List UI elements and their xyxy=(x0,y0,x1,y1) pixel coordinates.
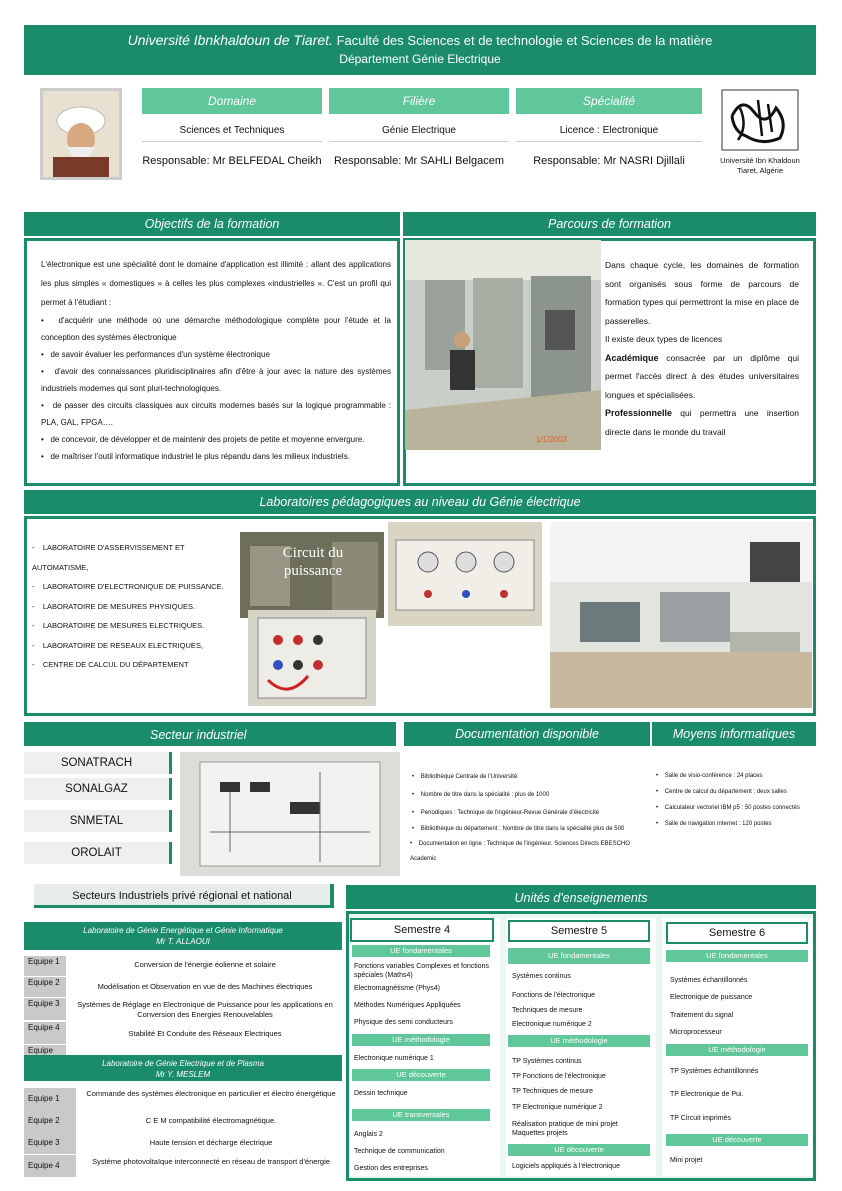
moyen-item: Calculateur vectoriel IBM p5 : 50 postes connectés xyxy=(664,805,800,811)
doc-item: Bibliothèque Centrale de l'Université xyxy=(420,774,518,780)
list-item: • de passer des circuits classiques aux circuits modernes basés sur la logique programmable : PLA, GAL, FPGA…. xyxy=(41,401,392,427)
lab-name: LABORATOIRE D'ELECTRONIQUE DE PUISSANCE. xyxy=(42,582,224,591)
ue-decouverte-s5: UE découverte xyxy=(508,1144,650,1156)
parcours-pro xyxy=(605,404,799,441)
objectif-text: d'avoir des connaissances pluridisciplinaires afin d'être à jour avec la nature des systèmes industriels modernes qui sont pluri-technologiques. xyxy=(41,367,391,393)
objectifs-intro: L'électronique est une spécialité dont le domaine d'application est illimité : allant des applications les plus simples « domestiques » à celles les plus complexes «industrielles ». C'est un profil qui permet à l'étudiant : xyxy=(41,260,391,307)
power-supply-image xyxy=(388,522,542,626)
moyen-item: Salle de visio-conférence : 24 places xyxy=(664,773,763,779)
list-item: - LABORATOIRE D'ELECTRONIQUE DE PUISSANCE. xyxy=(32,582,224,591)
team-label: Equipe 3 xyxy=(24,1132,76,1154)
pro-label: Professionnelle xyxy=(605,408,673,418)
course-item: Systèmes échantillonnés xyxy=(670,977,748,984)
ue-fondamentales-s5: UE fondamentales xyxy=(508,948,650,964)
doc-item: Bibliothèque du département : Nombre de titre dans la spécialité plus de 500 xyxy=(420,826,625,832)
list-item: • d'avoir des connaissances pluridisciplinaires afin d'être à jour avec la nature des systèmes industriels modernes qui sont pluri-technologiques. xyxy=(41,367,391,393)
secteurs-prives-title: Secteurs Industriels privé régional et national xyxy=(34,884,334,908)
course-item: Mini projet xyxy=(670,1157,703,1164)
lab-name: LABORATOIRE DE MESURES PHYSIQUES. xyxy=(42,601,196,611)
table-cell: Responsable: Mr BELFEDAL Cheikh xyxy=(142,155,322,167)
logo-caption: Université Ibn Khaldoun Tiaret, Algérie xyxy=(720,156,800,175)
team-desc: C E M compatibilité électromagnétique. xyxy=(145,1116,277,1125)
team-desc: Stabilité Et Conduite des Réseaux Electriques xyxy=(128,1029,282,1038)
list-item: • Salle de visio-conférence : 24 places xyxy=(656,773,763,779)
lab1-head: Mr T. ALLAOUI xyxy=(156,937,210,946)
portrait-image xyxy=(43,91,119,177)
parcours-types: Il existe deux types de licences xyxy=(605,334,723,344)
course-item: TP Techniques de mesure xyxy=(512,1088,594,1095)
list-item: • d'acquérir une méthode où une démarche méthodologique complète pour l'étude et la conception des systèmes électronique xyxy=(41,316,392,342)
table-cell: Génie Electrique xyxy=(329,120,509,142)
team-desc: Commande des systèmes électronique en particulier et électro énergétique xyxy=(86,1089,336,1098)
list-item: • Salle de navigation internet : 120 postes xyxy=(656,821,772,827)
faculty-name: Faculté des Sciences et de technologie et Sciences de la matière xyxy=(336,33,713,48)
course-item: Systèmes continus xyxy=(512,973,571,980)
secteur-list xyxy=(24,752,176,878)
objectif-text: de passer des circuits classiques aux circuits modernes basés sur la logique programmable : PLA, GAL, FPGA…. xyxy=(41,401,392,427)
list-item: - LABORATOIRE D'ASSERVISSEMENT ET AUTOMATISME, xyxy=(32,543,185,572)
course-item: Electronique de puissance xyxy=(670,994,753,1001)
moyen-item: Centre de calcul du département : deux salles xyxy=(664,789,787,795)
course-item: Technique de communication xyxy=(354,1148,445,1155)
lab-photo xyxy=(405,240,601,450)
list-item: - LABORATOIRE DE MESURES ELECTRIQUES. xyxy=(32,621,205,630)
lab2-header xyxy=(24,1055,342,1081)
semester6-column xyxy=(662,918,812,1176)
power-supply-photo xyxy=(388,522,542,626)
course-item: TP Fonctions de l'électronique xyxy=(512,1073,606,1080)
documentation-title: Documentation disponible xyxy=(404,722,650,746)
photo-date: 1/1/2003 xyxy=(535,435,567,444)
labs-title: Laboratoires pédagogiques au niveau du Génie électrique xyxy=(24,490,816,514)
course-item: TP Circuit imprimés xyxy=(670,1115,731,1122)
ue-decouverte-s6: UE découverte xyxy=(666,1134,808,1146)
team-desc: Haute tension et décharge électrique xyxy=(149,1138,273,1147)
course-item: Méthodes Numériques Appliquées xyxy=(354,1002,461,1009)
list-item: • Documentation en ligne : Technique de l'ingénieur. Sciences Directs EBESCHO Academic xyxy=(410,841,630,862)
objectifs-panel xyxy=(24,238,400,486)
team-label: Equipe 3 xyxy=(24,998,66,1020)
company-orolait: OROLAIT xyxy=(24,842,172,864)
moyens-list xyxy=(656,768,812,832)
info-table xyxy=(142,88,702,178)
ue-fondamentales-s4: UE fondamentales xyxy=(352,945,490,957)
team-label: Equipe 1 xyxy=(24,1088,76,1110)
semester4-column xyxy=(350,918,500,1176)
documentation-list xyxy=(412,768,650,867)
secteur-title: Secteur industriel xyxy=(24,722,396,746)
parcours-title: Parcours de formation xyxy=(403,212,816,236)
course-item: Electronique numérique 2 xyxy=(512,1021,592,1028)
course-item: Réalisation pratique de mini projet Maquettes projets xyxy=(512,1121,618,1138)
puissance-photo xyxy=(240,532,384,618)
company-snmetal: SNMETAL xyxy=(24,810,172,832)
parcours-text xyxy=(605,256,799,441)
university-logo xyxy=(718,86,802,154)
list-item: • Bibliothèque Centrale de l'Université xyxy=(412,774,518,780)
unites-title: Unités d'enseignements xyxy=(346,885,816,909)
ue-methodologie-s6: UE méthodologie xyxy=(666,1044,808,1056)
moyens-title: Moyens informatiques xyxy=(652,722,816,746)
course-item: Dessin technique xyxy=(354,1090,408,1097)
list-item: • Bibliothèque du département : Nombre de titre dans la spécialité plus de 500 xyxy=(412,826,625,832)
ue-methodologie-s5: UE méthodologie xyxy=(508,1035,650,1047)
lab1-header xyxy=(24,922,342,950)
table-header-domaine: Domaine xyxy=(142,88,322,114)
lab2-title: Laboratoire de Génie Electrique et de Plasma xyxy=(102,1059,264,1068)
list-item: • Nombre de titre dans la spécialité : plus de 1000 xyxy=(412,792,550,798)
lab-room-image xyxy=(405,240,601,450)
team-label: Equipe 2 xyxy=(24,1110,76,1132)
course-item: Traitement du signal xyxy=(670,1012,734,1019)
ue-fondamentales-s6: UE fondamentales xyxy=(666,950,808,962)
course-item: TP Electronique numérique 2 xyxy=(512,1104,603,1111)
lab-name: LABORATOIRE DE MESURES ELECTRIQUES. xyxy=(42,621,205,630)
table-cell: Responsable: Mr NASRI Djillali xyxy=(533,155,685,167)
list-item: • Centre de calcul du département : deux salles xyxy=(656,789,787,795)
semester5-title: Semestre 5 xyxy=(508,920,650,942)
academique-text: consacrée par un diplôme qui permet l'accès direct à des études universitaires longues et spécialisées. xyxy=(605,352,799,400)
objectif-text: de maîtriser l'outil informatique industriel le plus répandu dans les milieux industriels. xyxy=(50,452,350,461)
objectif-text: de concevoir, de développer et de maintenir des projets de petite et moyenne envergure. xyxy=(50,435,365,444)
list-item: - CENTRE DE CALCUL DU DÉPARTEMENT xyxy=(32,660,189,669)
team-desc: Modélisation et Observation en vue de des Machines électriques xyxy=(97,982,313,991)
table-header-filiere: Filière xyxy=(329,88,509,114)
team-label: Equipe 4 xyxy=(24,1155,76,1177)
course-item: TP Systèmes continus xyxy=(512,1058,582,1065)
team-label: Equipe xyxy=(24,1045,66,1055)
lab-name: CENTRE DE CALCUL DU DÉPARTEMENT xyxy=(42,660,189,669)
course-item: Electromagnétisme (Phys4) xyxy=(354,985,440,992)
ue-decouverte-s4: UE découverte xyxy=(352,1069,490,1081)
objectif-text: d'acquérir une méthode où une démarche méthodologique complète pour l'étude et la conception des systèmes électronique xyxy=(41,316,392,342)
course-item: TP Systèmes échantillonnés xyxy=(670,1068,759,1075)
course-item: Fonctions de l'électronique xyxy=(512,992,596,999)
table-cell: Responsable: Mr SAHLI Belgacem xyxy=(334,155,504,167)
objectifs-title: Objectifs de la formation xyxy=(24,212,400,236)
lab2-head: Mr Y. MESLEM xyxy=(155,1070,211,1079)
objectifs-list xyxy=(41,312,391,465)
course-item: Gestion des entreprises xyxy=(354,1165,428,1172)
doc-item: Périodiques : Technique de l'ingénieur-Revue Générale d'électricité xyxy=(420,810,600,816)
academique-label: Académique xyxy=(605,352,659,363)
team-label: Equipe 1 xyxy=(24,956,66,976)
course-item: Techniques de mesure xyxy=(512,1007,583,1014)
university-name: Université Ibnkhaldoun de Tiaret. xyxy=(127,32,333,48)
ue-transversales-s4: UE transversales xyxy=(352,1109,490,1121)
electronics-bench-image xyxy=(550,522,812,708)
header-banner xyxy=(24,25,816,75)
team-desc: Systèmes de Réglage en Electronique de Puissance pour les applications en Conversion des Energies Renouvelables xyxy=(77,1000,333,1019)
list-item: • de maîtriser l'outil informatique industriel le plus répandu dans les milieux industriels. xyxy=(41,452,350,461)
course-item: Physique des semi conducteurs xyxy=(354,1019,453,1026)
measurement-board-image xyxy=(248,610,376,706)
moyen-item: Salle de navigation internet : 120 postes xyxy=(664,821,772,827)
course-item: Microprocesseur xyxy=(670,1029,722,1036)
parcours-academique xyxy=(605,349,799,405)
semester6-title: Semestre 6 xyxy=(666,922,808,944)
list-item: - LABORATOIRE DE RESEAUX ELECTRIQUES, xyxy=(32,640,204,650)
photo-caption: Circuit du puissance xyxy=(282,545,344,579)
list-item: - LABORATOIRE DE MESURES PHYSIQUES. xyxy=(32,601,196,611)
objectif-text: de savoir évaluer les performances d'un système électronique xyxy=(50,350,270,359)
list-item: • Calculateur vectoriel IBM p5 : 50 postes connectés xyxy=(656,805,800,811)
ue-methodologie-s4: UE méthodologie xyxy=(352,1034,490,1046)
table-cell: Sciences et Techniques xyxy=(142,120,322,142)
list-item: • de savoir évaluer les performances d'un système électronique xyxy=(41,350,270,359)
bench-photo xyxy=(550,522,812,708)
course-item: Fonctions variables Complexes et fonctions spéciales (Maths4) xyxy=(354,963,490,980)
team-desc: Système photovoltaïque interconnecté en réseau de transport d'énergie xyxy=(92,1157,330,1166)
measure-device-photo xyxy=(248,610,376,706)
company-sonalgaz: SONALGAZ xyxy=(24,778,172,800)
course-item: TP Electronique de Pui. xyxy=(670,1091,744,1098)
doc-item: Documentation en ligne : Technique de l'ingénieur. Sciences Directs EBESCHO Academic xyxy=(410,841,630,862)
lab1-title: Laboratoire de Génie Energétique et Génie Informatique xyxy=(83,926,283,935)
team-label: Equipe 2 xyxy=(24,977,66,997)
parcours-paragraph: Dans chaque cycle, les domaines de formation sont organisés sous forme de parcours de formation types qui permettront la mise en place de passerelles. xyxy=(605,260,799,326)
calligraphy-logo-icon xyxy=(718,86,802,154)
team-label: Equipe 4 xyxy=(24,1022,66,1044)
list-item: • Périodiques : Technique de l'ingénieur-Revue Générale d'électricité xyxy=(412,810,600,816)
list-item: • de concevoir, de développer et de maintenir des projets de petite et moyenne envergure. xyxy=(41,435,365,444)
circuit-board-photo xyxy=(180,752,400,876)
company-sonatrach: SONATRACH xyxy=(24,752,172,774)
course-item: Anglais 2 xyxy=(354,1131,383,1138)
lab-name: LABORATOIRE DE RESEAUX ELECTRIQUES, xyxy=(42,640,204,650)
course-item: Electronique numérique 1 xyxy=(354,1055,434,1062)
circuit-board-image xyxy=(180,752,400,876)
pro-text: qui permettra une insertion directe dans le monde du travail xyxy=(605,408,799,437)
portrait-frame xyxy=(40,88,122,180)
lab-name: LABORATOIRE D'ASSERVISSEMENT ET AUTOMATISME, xyxy=(32,543,185,572)
course-item: Logiciels appliqués à l'électronique xyxy=(512,1163,620,1170)
labs-list xyxy=(32,538,232,675)
department-name: Département Génie Electrique xyxy=(339,52,501,66)
semester5-column xyxy=(506,918,656,1176)
table-cell: Licence : Electronique xyxy=(516,120,702,142)
semester4-title: Semestre 4 xyxy=(350,918,494,942)
table-header-specialite: Spécialité xyxy=(516,88,702,114)
header-line1 xyxy=(24,32,816,48)
team-desc: Conversion de l'énergie éolienne et solaire xyxy=(134,960,276,969)
doc-item: Nombre de titre dans la spécialité : plus de 1000 xyxy=(420,792,550,798)
